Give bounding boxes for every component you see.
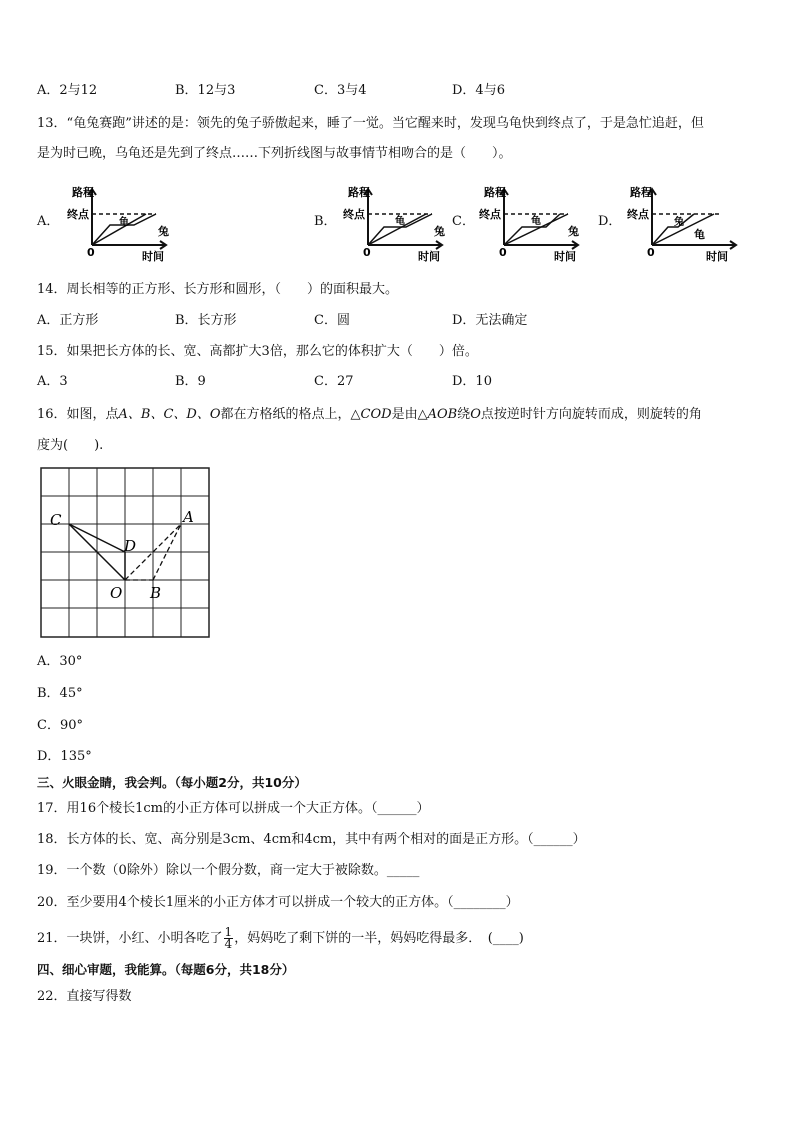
- graph-c-origin: 0: [499, 246, 507, 259]
- q16-option-d: D．135°: [37, 749, 92, 764]
- q14-stem: 14．周长相等的正方形、长方形和圆形，（ ）的面积最大。: [37, 282, 399, 297]
- point-c-label: C: [50, 511, 62, 529]
- q12-option-b: B．12与3: [175, 83, 236, 98]
- q21-fraction-denominator: 4: [224, 937, 233, 951]
- graph-a-ylabel: 路程: [72, 186, 94, 199]
- graph-d-end: 终点: [627, 208, 649, 221]
- graph-b-turtle: 龟: [395, 216, 405, 227]
- graph-a-rabbit: 兔: [158, 225, 169, 238]
- graph-c-rabbit: 兔: [568, 225, 579, 238]
- graph-d-ylabel: 路程: [630, 186, 652, 199]
- q16-stem-line2: 度为( ).: [37, 438, 104, 453]
- graph-d-xlabel: 时间: [706, 250, 728, 263]
- q13-graph-b: [340, 183, 450, 263]
- point-d-label: D: [124, 537, 137, 555]
- q16-option-b: B．45°: [37, 686, 83, 701]
- q13-stem-line2: 是为时已晚，乌龟还是先到了终点……下列折线图与故事情节相吻合的是（ ）。: [37, 146, 512, 161]
- q21-text-post: ，妈妈吃了剩下饼的一半，妈妈吃得最多． (____): [234, 931, 524, 946]
- point-a-label: A: [183, 508, 194, 526]
- q16-text-pre: 16．如图，点: [37, 407, 119, 422]
- q21-fraction: [224, 927, 234, 950]
- q16-text-mid: 都在方格纸的格点上，△: [220, 407, 361, 422]
- graph-b-rabbit: 兔: [434, 225, 445, 238]
- q16-grid-figure: [40, 467, 212, 645]
- graph-d-turtle: 龟: [694, 228, 705, 241]
- q17-stem: 17．用16个棱长1cm的小正方体可以拼成一个大正方体。（______）: [37, 801, 430, 816]
- q16-option-c: C．90°: [37, 718, 83, 733]
- q13-graph-a: [64, 183, 174, 263]
- q21-text-pre: 21．一块饼，小红、小明各吃了: [37, 931, 223, 946]
- graph-b-ylabel: 路程: [348, 186, 370, 199]
- graph-c-ylabel: 路程: [484, 186, 506, 199]
- graph-b-origin: 0: [363, 246, 371, 259]
- q15-option-d: D．10: [452, 374, 492, 389]
- q16-center: O: [470, 407, 481, 422]
- q21-stem: [37, 927, 524, 951]
- q16-triangle-cod: COD: [360, 407, 392, 422]
- graph-d-rabbit: 兔: [674, 217, 684, 228]
- q18-stem: 18．长方体的长、宽、高分别是3cm、4cm和4cm，其中有两个相对的面是正方形。（______）: [37, 832, 586, 847]
- q13-label-c: C．: [452, 214, 475, 229]
- q12-option-a: A．2与12: [37, 83, 98, 98]
- q16-text-mid3: 绕: [457, 407, 471, 422]
- graph-d-origin: 0: [647, 246, 655, 259]
- q14-option-b: B．长方形: [175, 313, 237, 328]
- q12-option-d: D．4与6: [452, 83, 505, 98]
- q22-stem: 22．直接写得数: [37, 989, 132, 1004]
- q13-label-b: B．: [314, 214, 337, 229]
- q15-option-b: B．9: [175, 374, 206, 389]
- graph-a-origin: 0: [87, 246, 95, 259]
- point-b-label: B: [150, 584, 162, 602]
- graph-a-turtle: 龟: [119, 217, 129, 228]
- q15-stem: 15．如果把长方体的长、宽、高都扩大3倍，那么它的体积扩大（ ）倍。: [37, 344, 478, 359]
- graph-c-end: 终点: [479, 208, 501, 221]
- q13-graph-c: [476, 183, 586, 263]
- section4-title: 四、细心审题，我能算。（每题6分，共18分）: [37, 962, 295, 977]
- q14-option-d: D．无法确定: [452, 313, 528, 328]
- q16-text-mid2: 是由△: [391, 407, 428, 422]
- graph-c-xlabel: 时间: [554, 250, 576, 263]
- q16-triangle-aob: AOB: [427, 407, 458, 422]
- q13-graph-d: [624, 183, 744, 263]
- q16-points: A、B、C、D、O: [118, 407, 221, 422]
- q14-option-a: A．正方形: [37, 313, 99, 328]
- section3-title: 三、火眼金睛，我会判。（每小题2分，共10分）: [37, 775, 307, 790]
- point-o-label: O: [110, 584, 123, 602]
- q13-stem-line1: 13．“龟兔赛跑”讲述的是：领先的兔子骄傲起来，睡了一觉。当它醒来时，发现乌龟快到终点了，于是急忙追赶，但: [37, 116, 704, 131]
- q14-option-c: C．圆: [314, 313, 350, 328]
- graph-a-xlabel: 时间: [142, 250, 164, 263]
- q21-fraction-numerator: 1: [224, 925, 233, 939]
- graph-c-turtle: 龟: [531, 216, 541, 227]
- q16-text-post: 点按逆时针方向旋转而成，则旋转的角: [480, 407, 702, 422]
- q16-option-a: A．30°: [37, 654, 83, 669]
- q15-option-c: C．27: [314, 374, 354, 389]
- q13-label-d: D．: [598, 214, 622, 229]
- graph-b-xlabel: 时间: [418, 250, 440, 263]
- graph-a-end: 终点: [67, 208, 89, 221]
- graph-b-end: 终点: [343, 208, 365, 221]
- q13-label-a: A．: [37, 214, 60, 229]
- q20-stem: 20．至少要用4个棱长1厘米的小正方体才可以拼成一个较大的正方体。（________）: [37, 895, 519, 910]
- q16-stem-line1: [37, 405, 702, 425]
- q12-option-c: C．3与4: [314, 83, 367, 98]
- q19-stem: 19．一个数（0除外）除以一个假分数，商一定大于被除数。_____: [37, 863, 420, 878]
- q15-option-a: A．3: [37, 374, 68, 389]
